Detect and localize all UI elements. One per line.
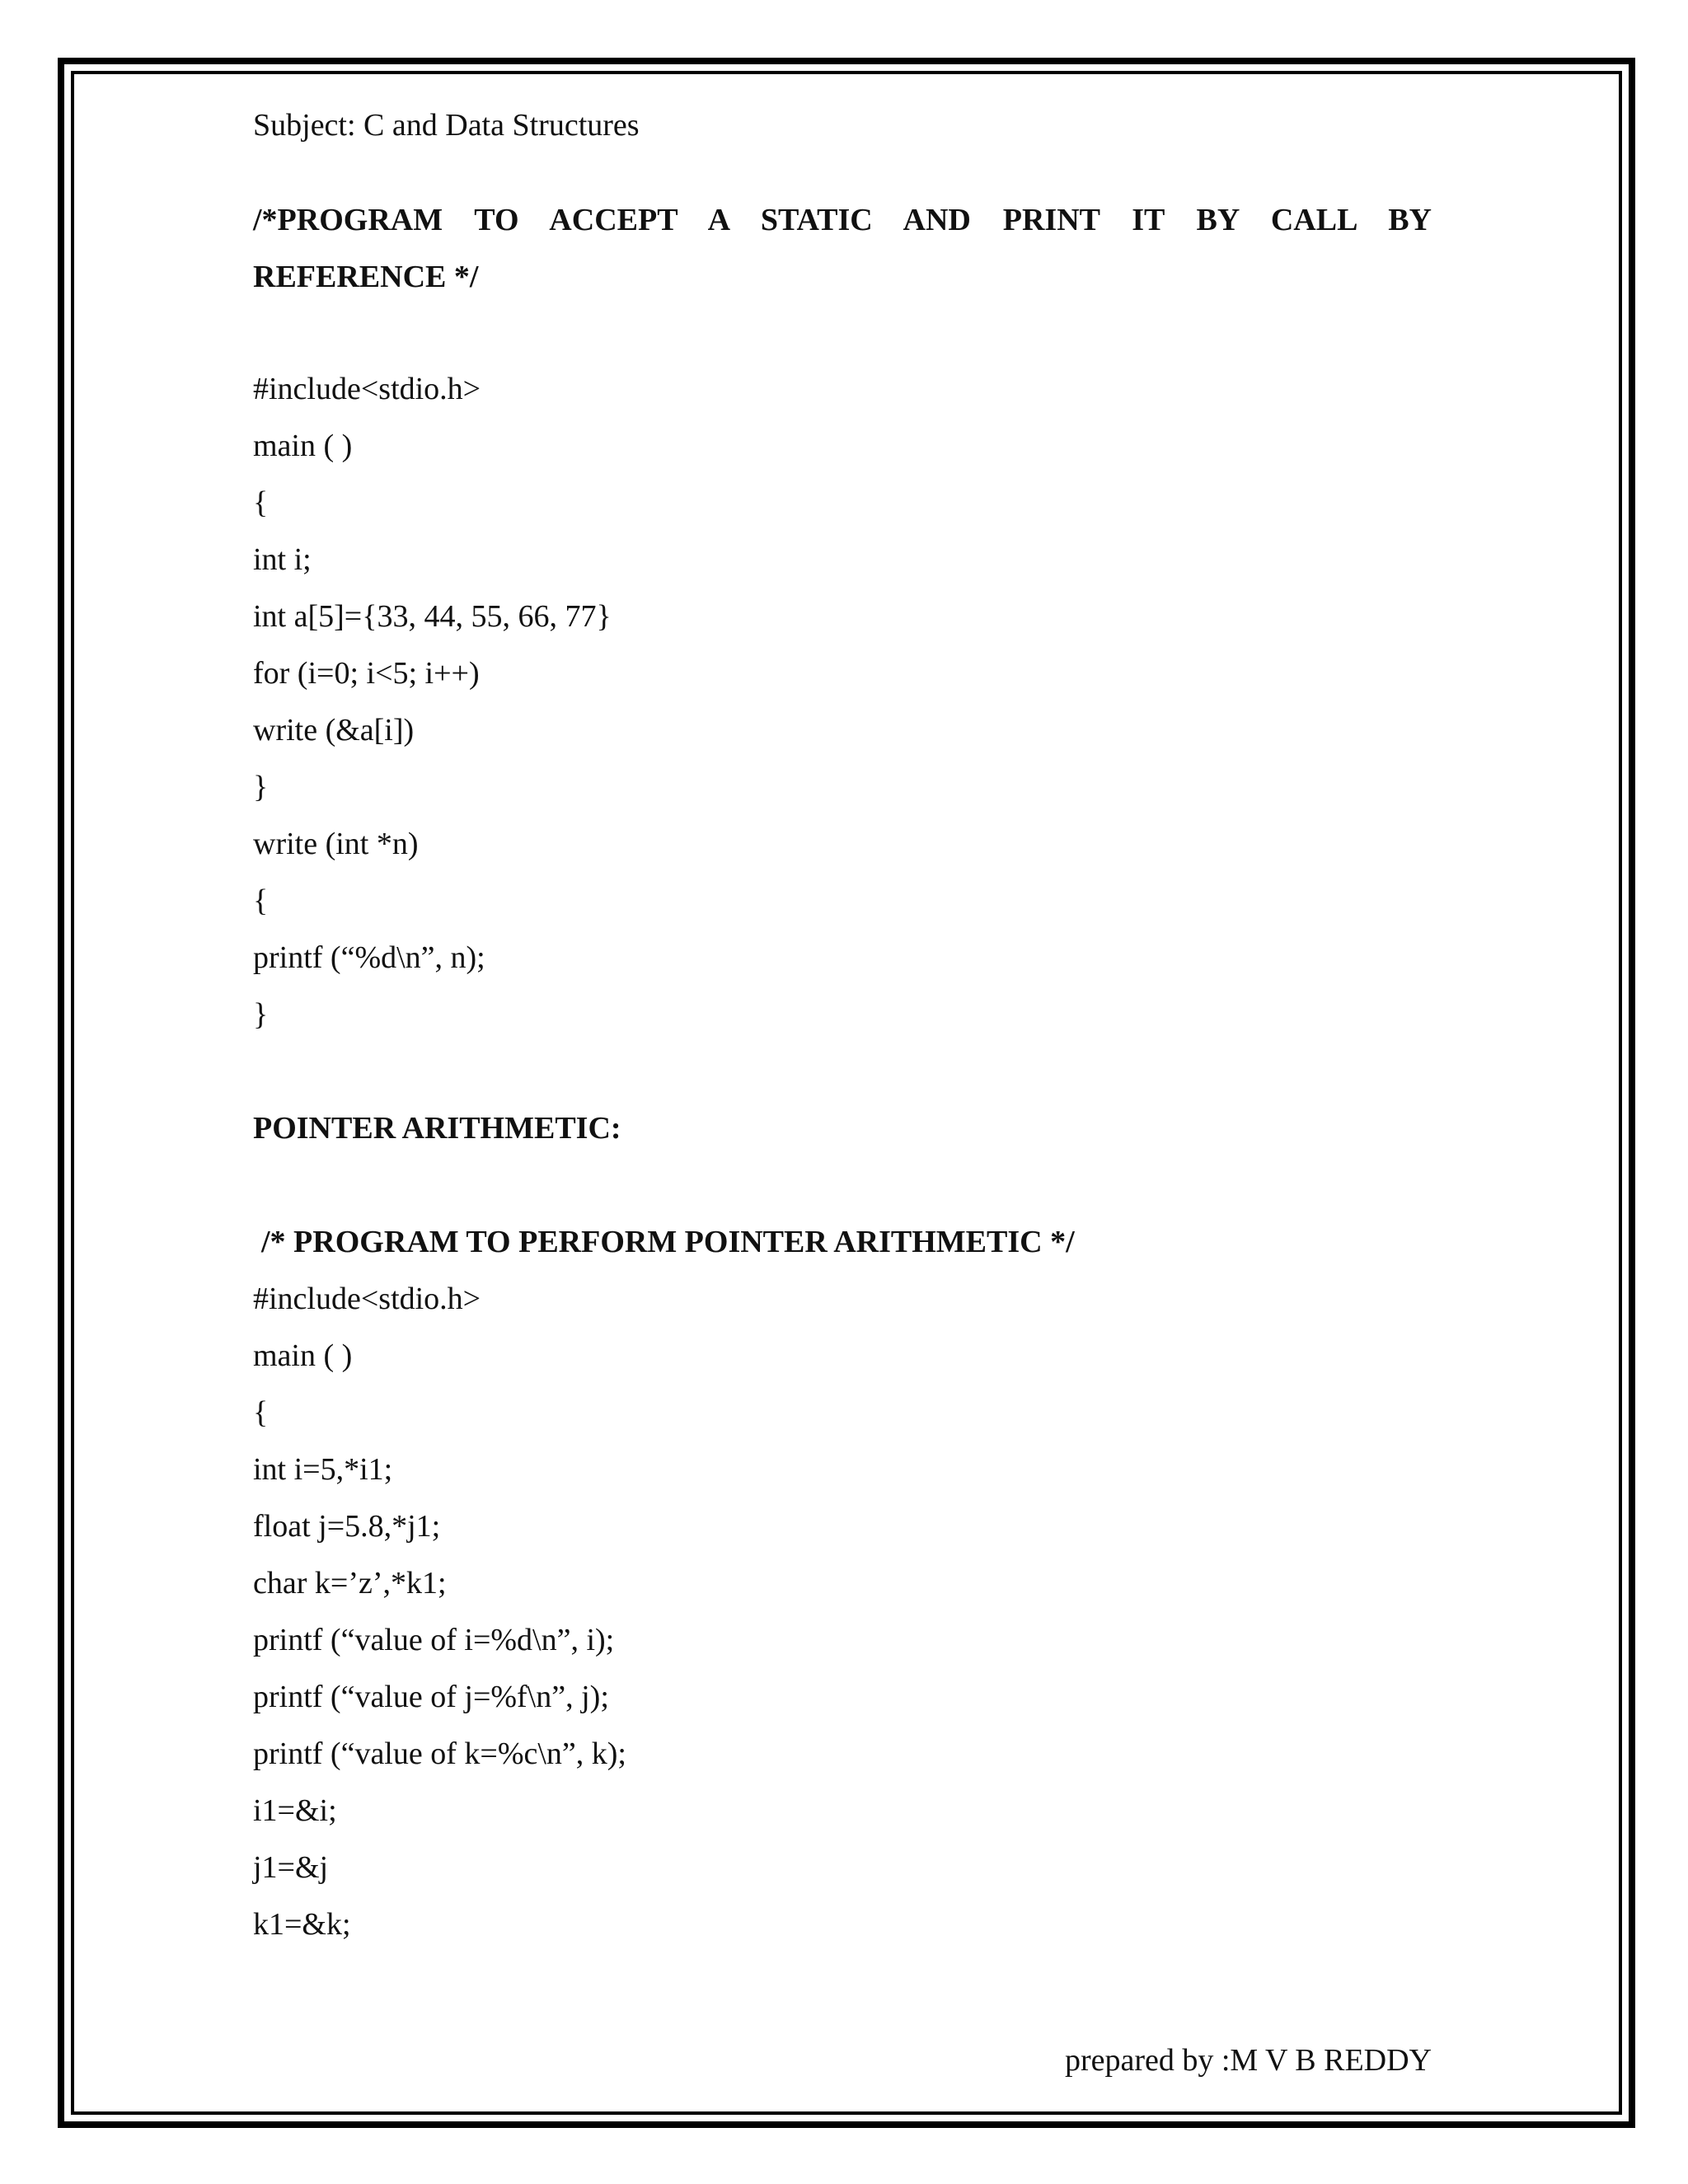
program1-code-line: } bbox=[253, 997, 269, 1032]
program2-code-line: float j=5.8,*j1; bbox=[253, 1509, 441, 1544]
program2-code-line: main ( ) bbox=[253, 1338, 353, 1373]
section-title-pointer-arithmetic: POINTER ARITHMETIC: bbox=[253, 1111, 621, 1146]
program1-code-line: #include<stdio.h> bbox=[253, 372, 481, 406]
program2-code-line: char k=’z’,*k1; bbox=[253, 1566, 447, 1601]
program1-code-line: write (&a[i]) bbox=[253, 713, 415, 748]
program1-code-line: write (int *n) bbox=[253, 827, 419, 861]
program1-code-line: main ( ) bbox=[253, 429, 353, 463]
program1-code-line: for (i=0; i<5; i++) bbox=[253, 656, 480, 691]
program1-code-line: printf (“%d\n”, n); bbox=[253, 940, 485, 975]
program2-code-line: k1=&k; bbox=[253, 1907, 351, 1942]
program2-code-line: #include<stdio.h> bbox=[253, 1282, 481, 1316]
program1-code-line: { bbox=[253, 883, 269, 918]
footer-author: prepared by :M V B REDDY bbox=[1064, 2043, 1432, 2078]
program2-code-line: printf (“value of i=%d\n”, i); bbox=[253, 1623, 615, 1657]
subject-line: Subject: C and Data Structures bbox=[253, 108, 640, 143]
program1-code-line: { bbox=[253, 485, 269, 520]
program2-code-line: i1=&i; bbox=[253, 1793, 337, 1828]
program2-code-line: j1=&j bbox=[253, 1850, 329, 1885]
program2-code-line: printf (“value of j=%f\n”, j); bbox=[253, 1680, 609, 1714]
program1-heading-line1: /*PROGRAM TO ACCEPT A STATIC AND PRINT IT BY CALL BY bbox=[253, 203, 1432, 237]
program2-code-line: printf (“value of k=%c\n”, k); bbox=[253, 1736, 626, 1771]
program1-code-line: } bbox=[253, 770, 269, 804]
program2-heading: /* PROGRAM TO PERFORM POINTER ARITHMETIC */ bbox=[261, 1225, 1075, 1259]
program1-code-line: int i; bbox=[253, 542, 312, 577]
program2-code-line: { bbox=[253, 1395, 269, 1430]
program2-code-line: int i=5,*i1; bbox=[253, 1452, 393, 1487]
program1-heading-line2: REFERENCE */ bbox=[253, 260, 479, 294]
program1-code-line: int a[5]={33, 44, 55, 66, 77} bbox=[253, 599, 612, 634]
